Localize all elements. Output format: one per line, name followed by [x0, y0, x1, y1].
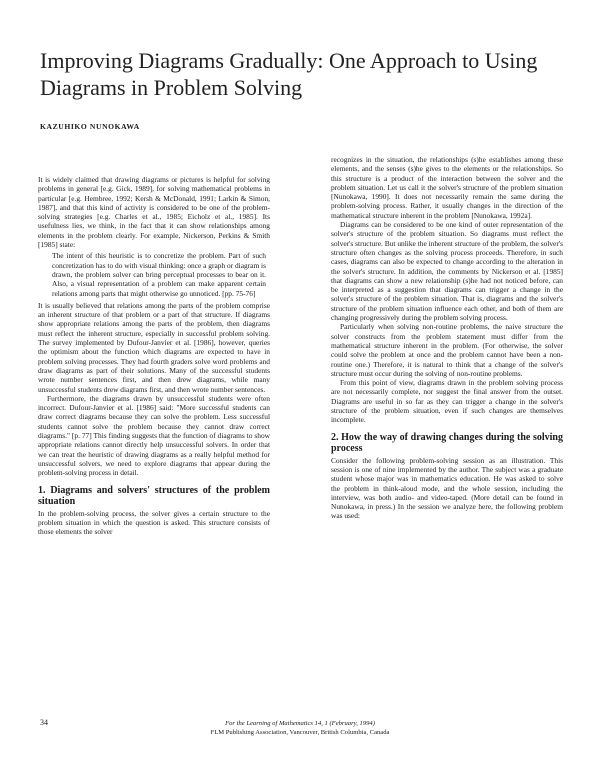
paragraph: It is usually believed that relations among the parts of the problem comprise an inherent structure of that problem or a part of that structure. If diagrams show appropriate relations among the parts of the problem, then diagrams must reflect the inherent structure, especially in successful problem solving. The survey implemented by Dufour-Janvier et al. [1986], however, queries the optimism about the function which diagrams are expected to have in problem solving processes. They had fourth graders solve word problems and draw diagrams as part of their solutions. Many of the successful students wrote number sentences first, and then drew diagrams, while many unsuccessful students drew diagrams first, and then wrote number sentences.	[38, 300, 270, 394]
paragraph: In the problem-solving process, the solver gives a certain structure to the problem situation in which the question is asked. This structure consists of those elements the solver	[38, 508, 270, 537]
section-heading: 1. Diagrams and solvers' structures of the problem situation	[38, 484, 270, 507]
page-number: 34	[40, 718, 48, 727]
paragraph: Consider the following problem-solving session as an illustration. This session is one of nine implemented by the author. The subject was a graduate student whose major was in mathematics education. He was asked to solve the problem in think-aloud mode, and the whole session, including the interview, was both audio- and video-taped. (More detail can be found in Nunokawa, in press.) In the session we analyze here, the following problem was used:	[331, 455, 563, 521]
right-column	[331, 155, 563, 521]
paragraph: It is widely claimed that drawing diagrams or pictures is helpful for solving problems in general [e.g. Gick, 1989], for solving mathematical problems in particular [e.g. Hembree, 1992; Kersh & McDonald, 1991; Larkin & Simon, 1987], and that this kind of activity is considered to be one of the problem-solving strategies [e.g. Charles et al., 1985; Eicholz et al., 1985]. Its usefulness lies, we think, in the fact that it can show relationships among elements in the problem clearly. For example, Nickerson, Perkins & Smith [1985] state:	[38, 175, 270, 250]
block-quote: The intent of this heuristic is to concretize the problem. Part of such concretization has to do with visual thinking: once a graph or diagram is drawn, the problem solver can bring perceptual processes to bear on it. Also, a visual representation of a problem can make apparent certain relations among parts that might otherwise go unnoticed. [pp. 75-76]	[52, 251, 266, 298]
journal-citation: For the Learning of Mathematics 14, 1 (February, 1994)	[225, 720, 375, 727]
section-heading: 2. How the way of drawing changes during the solving process	[331, 431, 563, 454]
paragraph: Particularly when solving non-routine problems, the naive structure the solver constructs from the problem statement must differ from the mathematical structure inherent in the problem. (For otherwise, the solver could solve the problem at once and the problem cannot have been a non-routine one.) Therefore, it is natural to think that a change of the solver's structure must occur during the solving of non-routine problems.	[331, 322, 563, 378]
paragraph: recognizes in the situation, the relationships (s)he establishes among these elements, and the senses (s)he gives to the elements or the relationships. So this structure is a product of the interaction between the solver and the problem situation. Let us call it the solver's structure of the problem situation [Nunokawa, 1990]. It does not necessarily remain the same during the problem-solving process. Rather, it usually changes in the direction of the mathematical structure inherent in the problem [Nunokawa, 1992a].	[331, 155, 563, 220]
article-title: Improving Diagrams Gradually: One Approach to Using Diagrams in Problem Solving	[40, 48, 538, 100]
publisher-line: FLM Publishing Association, Vancouver, British Columbia, Canada	[210, 728, 390, 736]
paragraph: Diagrams can be considered to be one kind of outer representation of the solver's structure of the problem situation. So diagrams must reflect the solver's structure. But unlike the inherent structure of the problem, the solver's structure often changes as the solving process proceeds. Therefore, in such cases, diagrams can also be expected to change according to the alteration in the solver's structure. In addition, the comments by Nickerson et al. [1985] that diagrams can show a new relationship (s)he had not noticed before, can be interpreted as a suggestion that diagrams can trigger a change in the solver's structure of the problem situation. That is, diagrams and the solver's structure of the problem situation influence each other, and both of them are changing progressively during the problem solving process.	[331, 220, 563, 323]
paragraph: From this point of view, diagrams drawn in the problem solving process are not necessarily complete, nor suggest the final answer from the outset. Diagrams are useful in so far as they can trigger a change in the solver's structure of the problem situation, even if such changes are themselves incomplete.	[331, 378, 563, 425]
page-footer	[120, 720, 480, 737]
author-name: KAZUHIKO NUNOKAWA	[40, 122, 140, 131]
left-column	[38, 175, 270, 536]
paragraph: Furthermore, the diagrams drawn by unsuccessful students were often incorrect. Dufour-Janvier et al. [1986] said: "More successful students can draw correct diagrams because they can solve the problem. Less successful students cannot solve the problem because they cannot draw correct diagrams." [p. 77] This finding suggests that the function of diagrams to show appropriate relations cannot directly help unsuccessful solvers. In order that we can treat the heuristic of drawing diagrams as a really helpful method for unsuccessful solvers, we need to explore diagrams that appear during the problem-solving process in detail.	[38, 393, 270, 478]
